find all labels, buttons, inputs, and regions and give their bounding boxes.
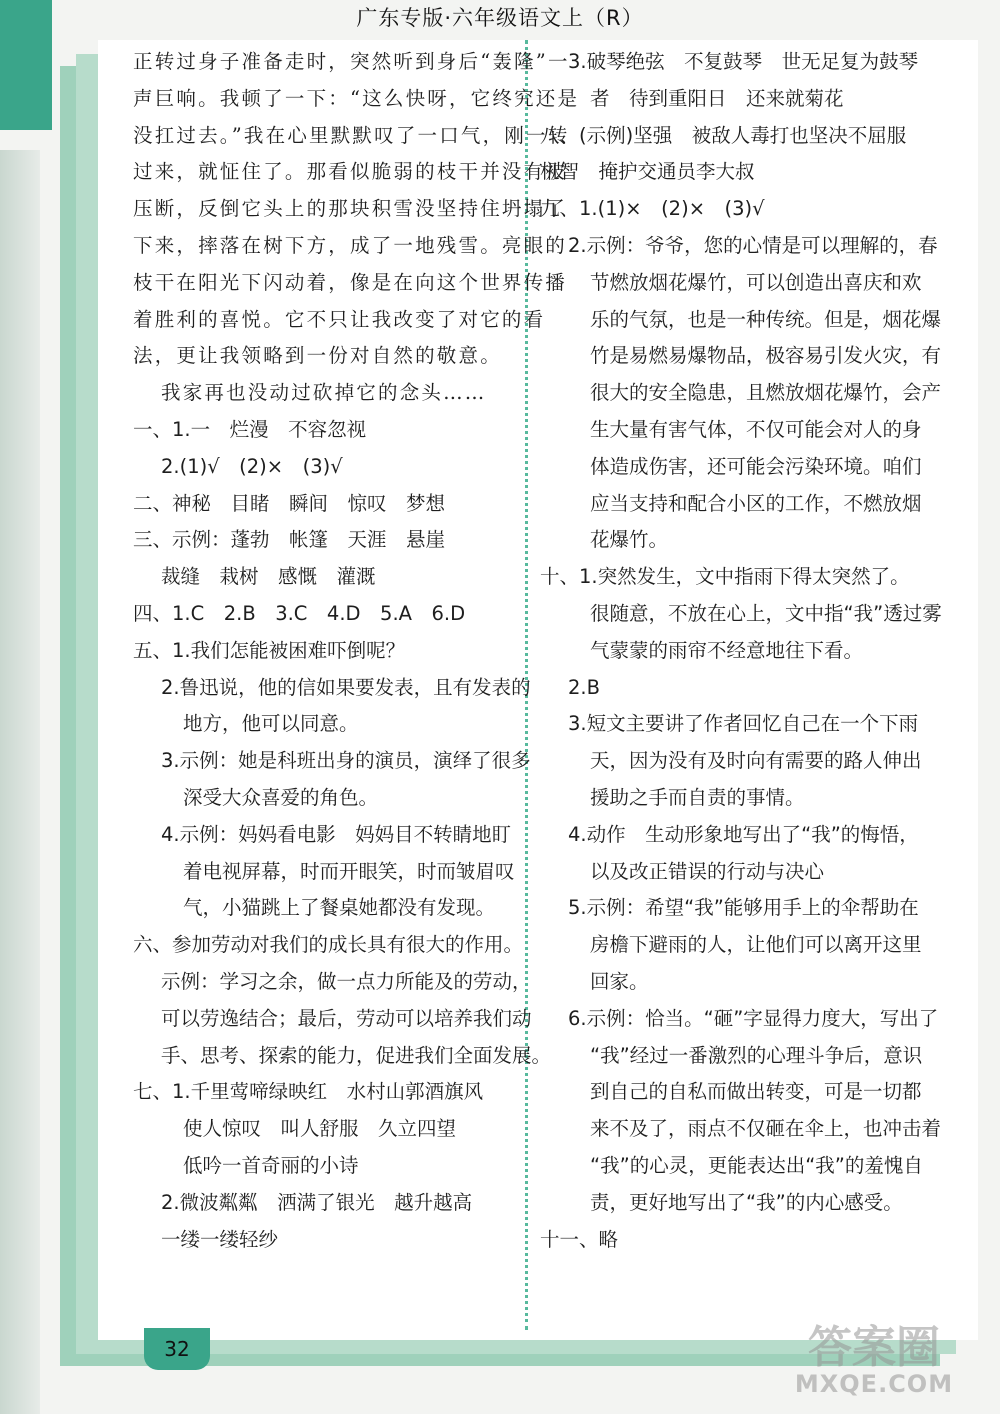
answer-line: 低吟一首奇丽的小诗: [183, 1153, 359, 1177]
answer-line: 房檐下避雨的人，让他们可以离开这里: [590, 933, 922, 957]
answer-line: 5.示例：希望“我”能够用手上的伞帮助在: [568, 896, 919, 920]
book-header-title: 广东专版·六年级语文上（R）: [356, 6, 644, 30]
answer-line: 很大的安全隐患，且燃放烟花爆竹，会产: [590, 381, 942, 405]
site-watermark: [774, 1322, 974, 1398]
answer-line: 以及改正错误的行动与决心: [590, 859, 825, 883]
answer-line: 十一、略: [540, 1227, 619, 1251]
answer-line: 示例：学习之余，做一点力所能及的劳动，: [161, 969, 532, 993]
answer-line: 应当支持和配合小区的工作，不燃放烟: [590, 491, 922, 515]
answer-line: “我”的心灵，更能表达出“我”的羞愧自: [590, 1153, 923, 1177]
answer-line: 声巨响。我顿了一下：“这么快呀，它终究还是: [133, 86, 580, 110]
answer-line: 正转过身子准备走时，突然听到身后“轰隆”一: [133, 50, 570, 73]
answer-line: 裁缝 栽树 感慨 灌溉: [161, 565, 376, 589]
answer-line: 深受大众喜爱的角色。: [183, 785, 379, 809]
answer-line: 地方，他可以同意。: [183, 712, 359, 736]
answer-line: 压断，反倒它头上的那块积雪没坚持住坍塌了: [133, 197, 568, 221]
answer-line: 很随意，不放在心上，文中指“我”透过雾: [590, 601, 942, 625]
answer-line: 者 待到重阳日 还来就菊花: [590, 86, 844, 110]
answer-line: 3.破琴绝弦 不复鼓琴 世无足复为鼓琴: [568, 50, 919, 73]
answer-line: 没扛过去。”我在心里默默叹了一口气，刚一转: [133, 123, 570, 147]
answer-line: 使人惊叹 叫人舒服 久立四望: [183, 1117, 457, 1141]
answer-line: 法，更让我领略到一份对自然的敬意。: [133, 344, 502, 368]
answer-line: 四、1.C 2.B 3.C 4.D 5.A 6.D: [133, 601, 466, 625]
page-number-tab: [144, 1328, 210, 1370]
answer-line: 来不及了，雨点不仅砸在伞上，也冲击着: [590, 1117, 942, 1141]
answer-line: 体造成伤害，还可能会污染环境。咱们: [590, 454, 922, 478]
answer-line: 4.动作 生动形象地写出了“我”的悔悟，: [568, 822, 919, 846]
answer-line: 枝干在阳光下闪动着，像是在向这个世界传播: [133, 270, 568, 294]
page-edge-shadow: [0, 150, 40, 1414]
answer-line: 下来，摔落在树下方，成了一地残雪。亮眼的: [133, 233, 568, 257]
answer-line: 2.B: [568, 675, 600, 699]
answer-line: 机智 掩护交通员李大叔: [540, 160, 755, 184]
answer-line: 4.示例：妈妈看电影 妈妈目不转睛地盯: [161, 822, 512, 846]
answer-line: 一缕一缕轻纱: [161, 1227, 279, 1251]
answer-line: 生大量有害气体，不仅可能会对人的身: [590, 417, 922, 441]
answer-line: 八、(示例)坚强 被敌人毒打也坚决不屈服: [540, 123, 907, 147]
answer-line: 援助之手而自责的事情。: [590, 785, 805, 809]
answer-line: 六、参加劳动对我们的成长具有很大的作用。: [133, 933, 524, 957]
answer-line: 2.(1)√ (2)× (3)√: [161, 454, 343, 478]
answer-line: 气，小猫跳上了餐桌她都没有发现。: [183, 896, 496, 920]
answer-line: 五、1.我们怎能被困难吓倒呢？: [133, 638, 406, 662]
answer-line: 天，因为没有及时向有需要的路人伸出: [590, 749, 922, 773]
page-number: 32: [164, 1337, 190, 1361]
answer-line: 2.微波粼粼 洒满了银光 越升越高: [161, 1190, 473, 1214]
answer-line: 花爆竹。: [590, 528, 669, 552]
answer-line: 6.示例：恰当。“砸”字显得力度大，写出了: [568, 1006, 939, 1030]
answer-line: 3.示例：她是科班出身的演员，演绎了很多: [161, 749, 531, 773]
answer-line: 2.鲁迅说，他的信如果要发表，且有发表的: [161, 675, 531, 699]
answer-line: 一、1.一 烂漫 不容忽视: [133, 417, 367, 441]
answer-line: 3.短文主要讲了作者回忆自己在一个下雨: [568, 712, 919, 736]
answer-line: 竹是易燃易爆物品，极容易引发火灾，有: [590, 344, 942, 368]
watermark-logo-text: 答案圈: [808, 1322, 940, 1373]
answer-line: 回家。: [590, 969, 649, 993]
answer-line: 2.示例：爷爷，您的心情是可以理解的，春: [568, 233, 938, 257]
answer-line: 可以劳逸结合；最后，劳动可以培养我们动: [161, 1006, 532, 1030]
answer-line: 到自己的自私而做出转变，可是一切都: [590, 1080, 922, 1104]
answer-line: 十、1.突然发生，文中指雨下得太突然了。: [540, 565, 910, 589]
answer-line: 七、1.千里莺啼绿映红 水村山郭酒旗风: [133, 1080, 484, 1104]
answer-line: 着胜利的喜悦。它不只让我改变了对它的看: [133, 307, 546, 331]
answer-line: 着电视屏幕，时而开眼笑，时而皱眉叹: [183, 859, 515, 883]
answer-line: 责，更好地写出了“我”的内心感受。: [590, 1190, 903, 1214]
answer-line: “我”经过一番激烈的心理斗争后，意识: [590, 1043, 923, 1067]
answer-line: 九、1.(1)× (2)× (3)√: [540, 197, 765, 221]
answer-line: 节燃放烟花爆竹，可以创造出喜庆和欢: [590, 270, 922, 294]
answer-line: 三、示例：蓬勃 帐篷 天涯 悬崖: [133, 528, 446, 552]
watermark-site: MXQE.COM: [794, 1370, 954, 1398]
answer-line: 我家再也没动过砍掉它的念头……: [161, 381, 487, 405]
answer-line: 二、神秘 目睹 瞬间 惊叹 梦想: [133, 491, 446, 515]
answer-line: 气蒙蒙的雨帘不经意地往下看。: [590, 638, 864, 662]
answer-line: 过来，就怔住了。那看似脆弱的枝干并没有被: [133, 160, 568, 184]
answer-line: 手、思考、探索的能力，促进我们全面发展。: [161, 1043, 552, 1067]
answer-line: 乐的气氛，也是一种传统。但是，烟花爆: [590, 307, 942, 331]
right-answer-column: [540, 44, 942, 1258]
